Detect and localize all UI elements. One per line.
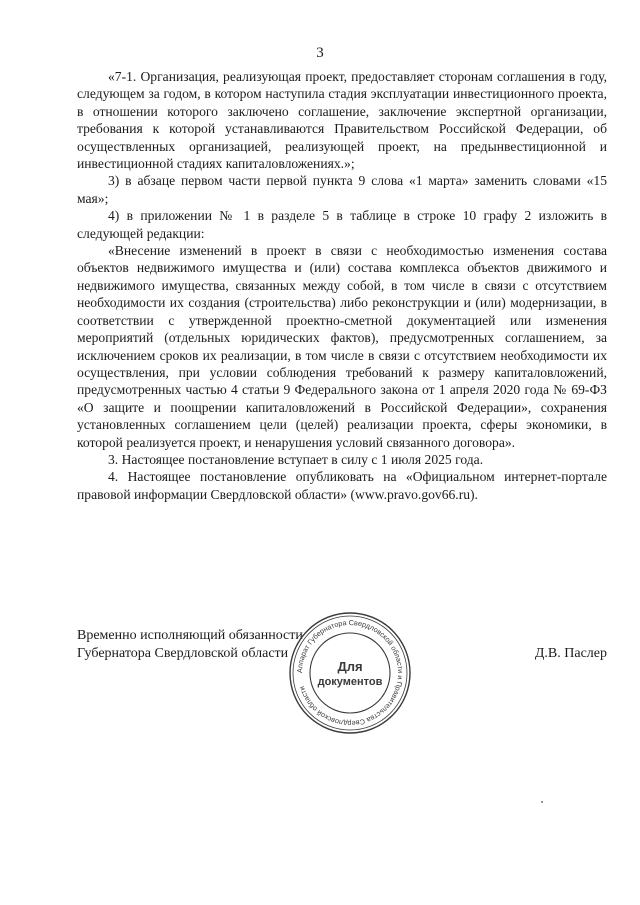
stamp-ring-text: Аппарат Губернатора Свердловской области и Правительства Свердловской области (294, 617, 406, 729)
stamp-center-line1: Для (337, 659, 363, 674)
document-body (77, 68, 607, 503)
signatory-name: Д.В. Паслер (534, 646, 607, 661)
official-stamp (288, 611, 412, 735)
paragraph-clause-4: 4. Настоящее постановление опубликовать на «Официальном интернет-портале правовой информации Свердловской области» (www.pravo.gov66.ru). (77, 469, 607, 502)
paragraph-item-3: 3) в абзаце первом части первой пункта 9 слова «1 марта» заменить словами «15 мая»; (77, 173, 607, 206)
paragraph-item-4: 4) в приложении № 1 в разделе 5 в таблице в строке 10 графу 2 изложить в следующей редакции: (77, 208, 607, 241)
signatory-position-line1: Временно исполняющий обязанности (77, 628, 303, 643)
page-number: 3 (316, 45, 324, 61)
paragraph-clause-3: 3. Настоящее постановление вступает в силу с 1 июля 2025 года. (108, 451, 484, 467)
paragraph-7-1-quote: «7-1. Организация, реализующая проект, предоставляет сторонам соглашения в году, следующем за годом, в котором наступила стадия эксплуатации инвестиционного проекта, в отношении которого заключено соглашение, заключение экспертной организации, требования к которой устанавливаются Правительством Российской Федерации, об осуществленных организацией, реализующей проект, на предынвестиционной и инвестиционной стадиях капиталовложениях.»; (77, 69, 607, 172)
stamp-center-line2: документов (317, 676, 383, 688)
signatory-position-line2: Губернатора Свердловской области (77, 646, 289, 661)
scan-speck (541, 801, 543, 803)
paragraph-table-row-text: «Внесение изменений в проект в связи с необходимостью изменения состава объектов недвижимого имущества и (или) состава комплекса объектов движимого и недвижимого имущества, связанных между собой, в том числе в связи с отсутствием необходимости их создания (строительства) либо реконструкции и (или) модернизации, в соответствии с утвержденной проектно-сметной документацией или изменения мероприятий (отдельных юридических фактов), предусмотренных соглашением, за исключением сроков их реализации, в том числе в связи с отсутствием необходимости их осуществления, при условии соблюдения требований к размеру капиталовложений, предусмотренных частью 4 статьи 9 Федерального закона от 1 апреля 2020 года № 69-ФЗ «О защите и поощрении капиталовложений в Российской Федерации», сохранения установленных соглашением цели (целей) реализации проекта, сферы экономики, в которой реализуется проект, и ненарушения условий связанного договора». (77, 243, 607, 450)
